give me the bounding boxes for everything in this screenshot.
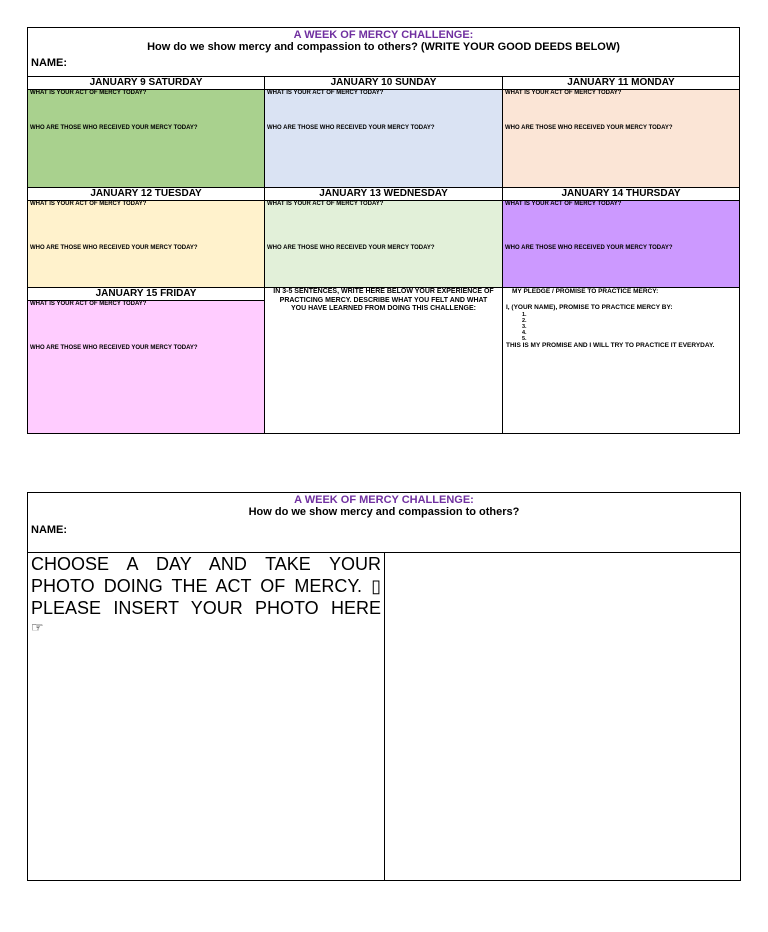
pledge-list (506, 312, 736, 342)
pledge-item[interactable]: 1. (522, 312, 527, 318)
sheet-subtitle: How do we show mercy and compassion to others? (WRITE YOUR GOOD DEEDS BELOW) (147, 41, 620, 53)
photo-line-3: PLEASE INSERT YOUR PHOTO HERE (31, 598, 381, 618)
day-header: JANUARY 15 FRIDAY (28, 288, 264, 301)
pledge-item[interactable]: 5. (522, 336, 527, 342)
day-cell-jan11[interactable] (503, 77, 739, 188)
day-header: JANUARY 11 MONDAY (503, 77, 739, 90)
act-question: WHAT IS YOUR ACT OF MERCY TODAY? (30, 301, 147, 307)
reflection-prompt: IN 3-5 SENTENCES, WRITE HERE BELOW YOUR EXPERIENCE OF PRACTICING MERCY. DESCRIBE WHAT YOU FELT AND WHAT YOU HAVE LEARNED FROM DOING THIS CHALLENGE: (273, 288, 494, 312)
recipient-question: WHO ARE THOSE WHO RECEIVED YOUR MERCY TODAY? (30, 345, 198, 351)
name-label[interactable]: NAME: (31, 57, 68, 69)
day-header: JANUARY 14 THURSDAY (503, 188, 739, 201)
name-label[interactable]: NAME: (31, 524, 68, 536)
pledge-block (503, 288, 739, 350)
recipient-question: WHO ARE THOSE WHO RECEIVED YOUR MERCY TODAY? (30, 245, 198, 251)
photo-placeholder[interactable] (385, 553, 740, 880)
pledge-item[interactable]: 3. (522, 324, 527, 330)
act-question: WHAT IS YOUR ACT OF MERCY TODAY? (505, 201, 622, 207)
day-cell-jan9[interactable] (28, 77, 265, 188)
pledge-intro: I, (YOUR NAME), PROMISE TO PRACTICE MERCY BY: (506, 304, 673, 311)
day-cell-jan10[interactable] (265, 77, 503, 188)
sheet-title: A WEEK OF MERCY CHALLENGE: (293, 29, 474, 41)
photo-line-2: PHOTO DOING THE ACT OF MERCY. ▯ (31, 576, 381, 596)
reflection-cell[interactable] (265, 288, 503, 433)
day-header: JANUARY 12 TUESDAY (28, 188, 264, 201)
photo-section (28, 553, 740, 880)
recipient-question: WHO ARE THOSE WHO RECEIVED YOUR MERCY TODAY? (505, 245, 673, 251)
act-question: WHAT IS YOUR ACT OF MERCY TODAY? (505, 90, 622, 96)
recipient-question: WHO ARE THOSE WHO RECEIVED YOUR MERCY TODAY? (30, 125, 198, 131)
pointing-hand-icon: ☞ (31, 619, 44, 635)
sheet-header (28, 493, 740, 553)
recipient-question: WHO ARE THOSE WHO RECEIVED YOUR MERCY TODAY? (267, 125, 435, 131)
act-question: WHAT IS YOUR ACT OF MERCY TODAY? (267, 90, 384, 96)
pledge-heading: MY PLEDGE / PROMISE TO PRACTICE MERCY: (512, 288, 659, 295)
pledge-item[interactable]: 4. (522, 330, 527, 336)
day-cell-jan15[interactable] (28, 288, 265, 433)
photo-challenge-sheet (27, 492, 741, 881)
photo-line-1: CHOOSE A DAY AND TAKE YOUR (31, 554, 381, 574)
day-header: JANUARY 9 SATURDAY (28, 77, 264, 90)
day-header: JANUARY 10 SUNDAY (265, 77, 502, 90)
days-grid (28, 77, 739, 433)
act-question: WHAT IS YOUR ACT OF MERCY TODAY? (30, 90, 147, 96)
sheet-header (28, 28, 739, 77)
weekly-challenge-sheet (27, 27, 740, 434)
day-cell-jan14[interactable] (503, 188, 739, 288)
pledge-cell[interactable] (503, 288, 739, 433)
day-cell-jan13[interactable] (265, 188, 503, 288)
day-header: JANUARY 13 WEDNESDAY (265, 188, 502, 201)
day-cell-jan12[interactable] (28, 188, 265, 288)
pledge-closing: THIS IS MY PROMISE AND I WILL TRY TO PRACTICE IT EVERYDAY. (506, 342, 715, 349)
photo-instructions (28, 553, 385, 880)
sheet-title: A WEEK OF MERCY CHALLENGE: (294, 494, 474, 506)
sheet-subtitle: How do we show mercy and compassion to others? (248, 506, 520, 518)
act-question: WHAT IS YOUR ACT OF MERCY TODAY? (267, 201, 384, 207)
recipient-question: WHO ARE THOSE WHO RECEIVED YOUR MERCY TODAY? (505, 125, 673, 131)
pledge-item[interactable]: 2. (522, 318, 527, 324)
recipient-question: WHO ARE THOSE WHO RECEIVED YOUR MERCY TODAY? (267, 245, 435, 251)
act-question: WHAT IS YOUR ACT OF MERCY TODAY? (30, 201, 147, 207)
